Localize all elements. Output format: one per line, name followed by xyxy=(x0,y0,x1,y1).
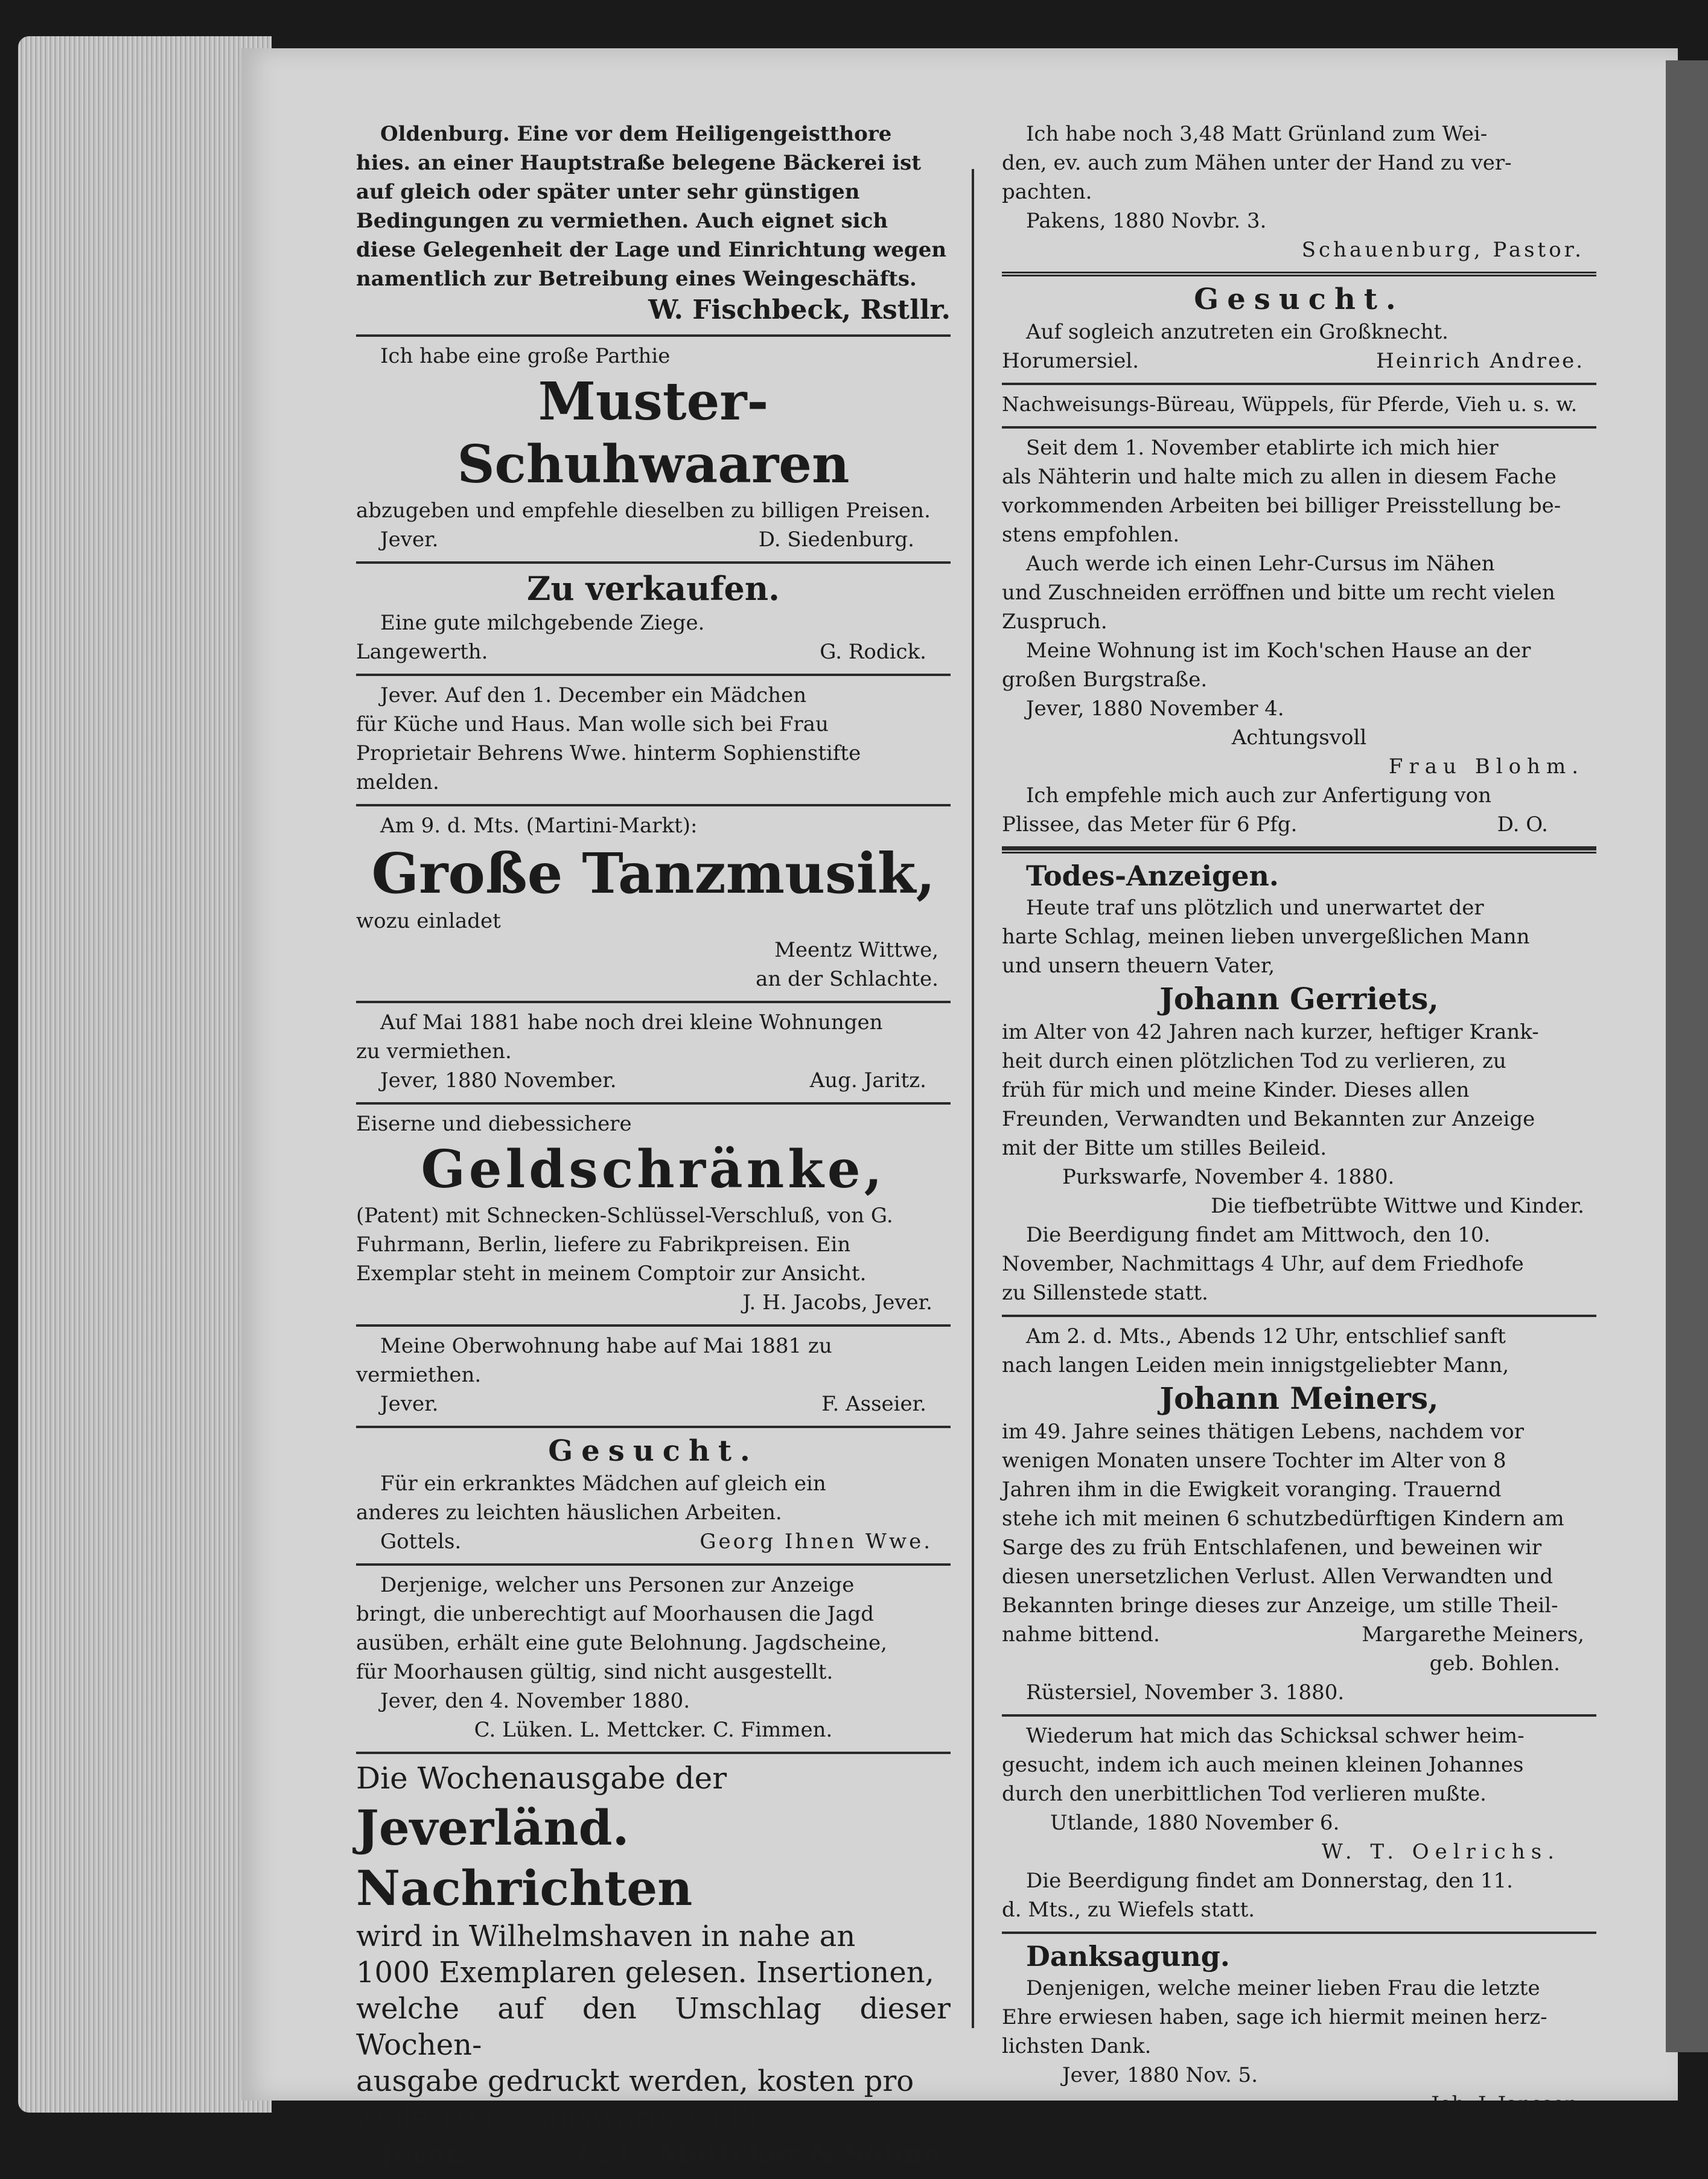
ad-intro: Eiserne und diebessichere xyxy=(356,1112,632,1136)
ad-footer xyxy=(356,1066,951,1095)
notice-line: ausgabe gedruckt werden, kosten pro xyxy=(356,2064,914,2098)
ad-line: großen Burgstraße. xyxy=(1002,668,1208,692)
ad-place: Langewerth. xyxy=(356,640,488,664)
obit-name: Johann Gerriets, xyxy=(1159,981,1439,1016)
obit-signer: Margarethe Meiners, xyxy=(1362,1622,1584,1647)
ad-line: Jever. Auf den 1. December ein Mädchen xyxy=(380,683,807,707)
ad-footer xyxy=(356,525,951,554)
obit-line: im 49. Jahre seines thätigen Lebens, nachdem vor xyxy=(1002,1420,1524,1444)
ad-line: den, ev. auch zum Mähen unter der Hand zu ver- xyxy=(1002,151,1512,175)
ad-seamstress xyxy=(1002,429,1596,849)
ad-line: namentlich zur Betreibung eines Weingeschäfts. xyxy=(356,267,917,291)
ad-footer xyxy=(356,1527,951,1556)
ad-line: bringt, die unberechtigt auf Moorhausen die Jagd xyxy=(356,1602,875,1626)
obit-line: früh für mich und meine Kinder. Dieses allen xyxy=(1002,1078,1470,1102)
ad-line: als Nähterin und halte mich zu allen in diesem Fache xyxy=(1002,465,1557,489)
ad-line: für Moorhausen gültig, sind nicht ausgestellt. xyxy=(356,1660,833,1684)
obit-signer: W. T. Oelrichs. xyxy=(1321,1840,1560,1864)
obituary-gerriets xyxy=(1002,849,1596,1317)
ad-line: anderes zu leichten häuslichen Arbeiten. xyxy=(356,1501,782,1525)
ad-headline: Zu verkaufen. xyxy=(527,569,780,608)
thanks-place: Jever, 1880 Nov. 5. xyxy=(1062,2063,1258,2087)
ad-line: zu vermiethen. xyxy=(356,1039,512,1064)
ad-intro: Ich habe eine große Parthie xyxy=(380,344,671,368)
ad-line: Derjenige, welcher uns Personen zur Anzeige xyxy=(380,1573,855,1597)
column-divider xyxy=(972,169,974,2028)
ad-text: wozu einladet xyxy=(356,909,501,933)
ad-line: diese Gelegenheit der Lage und Einrichtung wegen xyxy=(356,238,947,262)
ad-headline: Geldschränke, xyxy=(421,1139,886,1200)
ad-line: (Patent) mit Schnecken-Schlüssel-Verschluß, von G. xyxy=(356,1204,893,1228)
notice-wochenausgabe xyxy=(356,1754,951,2179)
ad-line: für Küche und Haus. Man wolle sich bei Frau xyxy=(356,712,829,736)
ad-line: Auch werde ich einen Lehr-Cursus im Nähen xyxy=(1026,552,1495,576)
ad-place: Jever, 1880 November 4. xyxy=(1026,697,1284,721)
ad-apartments xyxy=(356,1003,951,1105)
ad-line: vorkommenden Arbeiten bei billiger Preisstellung be- xyxy=(1002,494,1561,518)
obit-place: Purkswarfe, November 4. 1880. xyxy=(1062,1165,1395,1189)
notice-line: wird in Wilhelmshaven in nahe an xyxy=(356,1919,856,1953)
obit-line: November, Nachmittags 4 Uhr, auf dem Friedhofe xyxy=(1002,1252,1524,1276)
ad-wanted-girl xyxy=(356,1428,951,1566)
ad-line: auf gleich oder später unter sehr günstigen xyxy=(356,180,860,204)
notice-place: Jever. xyxy=(380,2137,467,2170)
obit-line: Bekannten bringe dieses zur Anzeige, um stille Theil- xyxy=(1002,1594,1558,1618)
ad-headline: Gesucht. xyxy=(1194,282,1404,316)
obit-line: zu Sillenstede statt. xyxy=(1002,1281,1208,1305)
ad-signature: W. Fischbeck, Rstllr. xyxy=(648,295,951,325)
obit-signer-maiden: geb. Bohlen. xyxy=(1429,1651,1560,1676)
obit-line: Freunden, Verwandten und Bekannten zur Anzeige xyxy=(1002,1107,1535,1131)
ad-headline: Gesucht. xyxy=(548,1434,759,1468)
ad-line: Plissee, das Meter für 6 Pfg. xyxy=(1002,812,1298,837)
book-page-edges xyxy=(18,36,272,2113)
ad-goat xyxy=(356,564,951,676)
ad-hunting xyxy=(356,1566,951,1754)
ad-footer xyxy=(356,1389,951,1418)
ad-line: ausüben, erhält eine gute Belohnung. Jagdscheine, xyxy=(356,1631,887,1655)
ad-place: Horumersiel. xyxy=(1002,349,1139,373)
ad-place: Jever, 1880 November. xyxy=(380,1068,617,1093)
ad-name: Aug. Jaritz. xyxy=(809,1068,926,1093)
ad-line: Bedingungen zu vermiethen. Auch eignet sich xyxy=(356,209,888,233)
ad-line: und Zuschneiden erröffnen und bitte um recht vielen xyxy=(1002,581,1555,605)
ad-footer xyxy=(1002,346,1596,375)
ad-headline: Muster-Schuhwaaren xyxy=(457,371,850,495)
obit-line: Jahren ihm in die Ewigkeit voranging. Trauernd xyxy=(1002,1478,1502,1502)
ad-place: Gottels. xyxy=(380,1530,462,1554)
ad-farmhand xyxy=(1002,276,1596,385)
ad-line: Seit dem 1. November etablirte ich mich hier xyxy=(1026,436,1499,460)
ad-name: D. Siedenburg. xyxy=(758,528,914,552)
ad-headline: Große Tanzmusik, xyxy=(371,841,935,906)
notice-footer xyxy=(356,2136,951,2172)
notice-line: 1000 Exemplaren gelesen. Insertionen, xyxy=(356,1956,934,1989)
ad-intro: Am 9. d. Mts. (Martini-Markt): xyxy=(380,814,698,838)
ad-name: Schauenburg, Pastor. xyxy=(1301,238,1584,262)
ad-line: Exemplar steht in meinem Comptoir zur Ansicht. xyxy=(356,1262,867,1286)
obit-line: Am 2. d. Mts., Abends 12 Uhr, entschlief sanft xyxy=(1026,1324,1506,1348)
obit-line: Die Beerdigung findet am Donnerstag, den 11. xyxy=(1026,1869,1513,1893)
ad-line: Meine Wohnung ist im Koch'schen Hause an der xyxy=(1026,639,1531,663)
obit-line: heit durch einen plötzlichen Tod zu verlieren, zu xyxy=(1002,1049,1506,1073)
notice-line: Die Wochenausgabe der xyxy=(356,1761,727,1796)
ad-line: Fuhrmann, Berlin, liefere zu Fabrikpreisen. Ein xyxy=(356,1233,851,1257)
section-heading: Todes-Anzeigen. xyxy=(1026,860,1279,892)
obit-line: gesucht, indem ich auch meinen kleinen Johannes xyxy=(1002,1753,1524,1777)
notice-line: welche auf den Umschlag dieser Wochen- xyxy=(356,1992,951,2062)
obit-line: durch den unerbittlichen Tod verlieren mußte. xyxy=(1002,1782,1487,1806)
obit-line: stehe ich mit meinen 6 schutzbedürftigen Kindern am xyxy=(1002,1507,1564,1531)
ad-line: Auf Mai 1881 habe noch drei kleine Wohnungen xyxy=(380,1010,883,1035)
obituary-meiners xyxy=(1002,1317,1596,1717)
ad-line: Zuspruch. xyxy=(1002,610,1107,634)
ad-name: F. Asseier. xyxy=(821,1392,926,1416)
ad-place: Jever. xyxy=(380,1392,439,1416)
ad-closing: Achtungsvoll xyxy=(1231,726,1367,750)
ad-place: Jever. xyxy=(380,528,439,552)
ad-line: melden. xyxy=(356,770,439,794)
ad-name: Georg Ihnen Wwe. xyxy=(699,1530,932,1554)
ad-line: pachten. xyxy=(1002,180,1092,204)
ad-line: stens empfohlen. xyxy=(1002,523,1180,547)
ad-line: Meine Oberwohnung habe auf Mai 1881 zu xyxy=(380,1334,832,1358)
ad-footer xyxy=(356,637,951,666)
thanks-line: Denjenigen, welche meiner lieben Frau die letzte xyxy=(1026,1976,1540,2000)
ad-text: Auf sogleich anzutreten ein Großknecht. xyxy=(1026,320,1448,344)
ad-line: Oldenburg. Eine vor dem Heiligengeistthore xyxy=(380,122,892,146)
obit-line: wenigen Monaten unsere Tochter im Alter von 8 xyxy=(1002,1449,1506,1473)
ad-text: Nachweisungs-Büreau, Wüppels, für Pferde, Vieh u. s. w. xyxy=(1002,392,1578,416)
ad-text: abzugeben und empfehle dieselben zu billigen Preisen. xyxy=(356,499,931,523)
ad-name: Frau Blohm. xyxy=(1388,755,1584,779)
ad-line: Ich habe noch 3,48 Matt Grünland zum Wei- xyxy=(1026,122,1488,146)
ad-name: an der Schlachte. xyxy=(756,967,938,991)
ad-shoes xyxy=(356,337,951,564)
ad-safes xyxy=(356,1105,951,1327)
obit-line: diesen unersetzlichen Verlust. Allen Verwandten und xyxy=(1002,1565,1553,1589)
thanks-line: lichsten Dank. xyxy=(1002,2034,1152,2058)
ad-name: D. O. xyxy=(1497,812,1548,837)
notice-line: Zeile 10 Pf., auswärts 15 Pf. xyxy=(356,2101,768,2134)
ad-name: G. Rodick. xyxy=(820,640,926,664)
obit-line: nahme bittend. xyxy=(1002,1622,1160,1647)
ad-line: hies. an einer Hauptstraße belegene Bäckerei ist xyxy=(356,151,922,175)
thanks-line: Ehre erwiesen haben, sage ich hiermit meinen herz- xyxy=(1002,2005,1547,2029)
notice-name: C. L. Mettcker & Söhne. xyxy=(578,2137,951,2170)
ad-bureau xyxy=(1002,385,1596,429)
ad-maid xyxy=(356,676,951,806)
ad-grassland xyxy=(1002,115,1596,276)
obit-line: Die Beerdigung findet am Mittwoch, den 10. xyxy=(1026,1223,1491,1247)
facing-page-edge xyxy=(1666,60,1708,2052)
obit-line: nach langen Leiden mein innigstgeliebter Mann, xyxy=(1002,1353,1509,1377)
obit-place: Utlande, 1880 November 6. xyxy=(1050,1811,1340,1835)
right-column xyxy=(1002,115,1596,2126)
ad-names: C. Lüken. L. Mettcker. C. Fimmen. xyxy=(474,1718,833,1742)
ad-footer xyxy=(1002,810,1596,839)
ad-name: Heinrich Andree. xyxy=(1376,349,1584,373)
ad-upper-flat xyxy=(356,1327,951,1428)
obit-line: Heute traf uns plötzlich und unerwartet der xyxy=(1026,896,1484,920)
ad-line: Für ein erkranktes Mädchen auf gleich ein xyxy=(380,1472,826,1496)
ad-text: Eine gute milchgebende Ziege. xyxy=(380,611,705,635)
left-column xyxy=(356,115,951,2179)
section-heading: Danksagung. xyxy=(1026,1940,1230,1973)
ad-line: Jever, den 4. November 1880. xyxy=(380,1689,690,1713)
thanks-janssen xyxy=(1002,1934,1596,2126)
thanks-signer: Joh. J. Janssen. xyxy=(1431,2092,1584,2116)
obit-name: Johann Meiners, xyxy=(1159,1380,1439,1416)
obit-place: Rüstersiel, November 3. 1880. xyxy=(1026,1680,1345,1705)
ad-dance xyxy=(356,806,951,1003)
obit-line: d. Mts., zu Wiefels statt. xyxy=(1002,1898,1255,1922)
obit-line: harte Schlag, meinen lieben unvergeßlichen Mann xyxy=(1002,925,1530,949)
notice-headline: Jeverländ. Nachrichten xyxy=(356,1799,693,1916)
ad-name: Meentz Wittwe, xyxy=(774,938,938,962)
ad-place: Pakens, 1880 Novbr. 3. xyxy=(1026,209,1267,233)
obituary-oelrichs xyxy=(1002,1717,1596,1934)
obit-line: mit der Bitte um stilles Beileid. xyxy=(1002,1136,1327,1160)
obit-signed: Die tiefbetrübte Wittwe und Kinder. xyxy=(1211,1194,1584,1218)
obit-footer xyxy=(1002,1620,1596,1649)
ad-line: vermiethen. xyxy=(356,1363,482,1387)
obit-line: Sarge des zu früh Entschlafenen, und beweinen wir xyxy=(1002,1536,1542,1560)
ad-name: J. H. Jacobs, Jever. xyxy=(742,1290,932,1315)
obit-line: Wiederum hat mich das Schicksal schwer heim- xyxy=(1026,1724,1525,1748)
ad-line: Proprietair Behrens Wwe. hinterm Sophienstifte xyxy=(356,741,861,765)
ad-bakery xyxy=(356,115,951,337)
obit-line: und unsern theuern Vater, xyxy=(1002,954,1275,978)
ad-line: Ich empfehle mich auch zur Anfertigung von xyxy=(1026,783,1492,808)
obit-line: im Alter von 42 Jahren nach kurzer, heftiger Krank- xyxy=(1002,1020,1539,1044)
